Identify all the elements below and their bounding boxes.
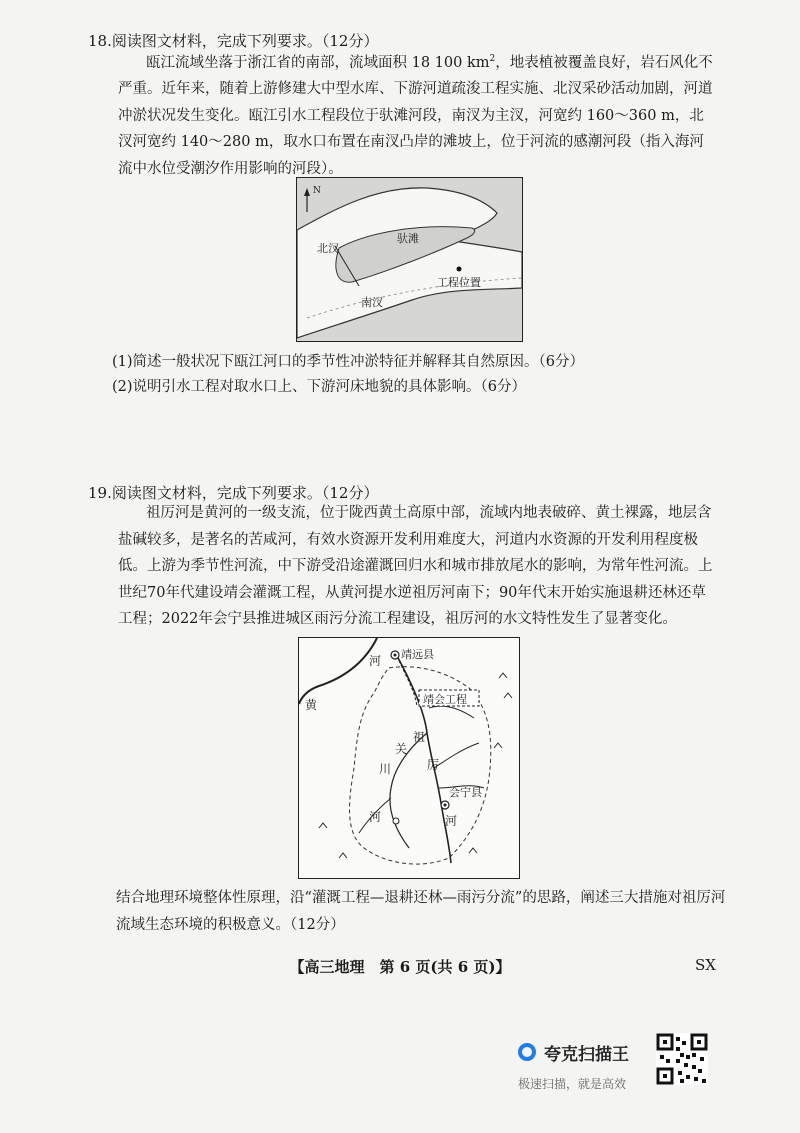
site-marker-icon [457, 267, 462, 272]
question-18-material [118, 46, 718, 182]
question-18-sub2: (2)说明引水工程对取水口上、下游河床地貌的具体影响。（6分） [112, 379, 527, 395]
question-19-material: 祖厉河是黄河的一级支流，位于陇西黄土高原中部，流域内地表破碎、黄土裸露，地层含盐碱较多，是著名的苦咸河，有效水资源开发利用难度大，河道内水资源的开发利用程度极低。上游为季节性河流，中下游受沿途灌溉回归水和城市排放尾水的影响，为常年性河流。上世纪70年代建设靖会灌溉工程，从黄河提水逆祖厉河南下；90年代末开始实施退耕还林还草工程；2022年会宁县推进城区雨污分流工程建设，祖厉河的水文特性发生了显著变化。 [118, 505, 713, 627]
river-he-label: 河 [369, 654, 382, 668]
jingyuan-label: 靖远县 [401, 648, 434, 661]
paper-code: SX [695, 956, 716, 974]
project-label: 靖会工程 [423, 693, 467, 706]
question-18-header: 18.阅读图文材料，完成下列要求。（12分） [88, 32, 379, 50]
qr-code-icon [656, 1033, 708, 1085]
site-label: 工程位置 [437, 276, 481, 289]
small-town-icon [393, 818, 399, 824]
material-text-b: ，地表植被覆盖良好，岩石风化不严重。近年来，随着上游修建大中型水库、下游河道疏浚工程实施、北汊采砂活动加剧，河道冲淤状况发生变化。瓯江引水工程段位于驮滩河段，南汊为主汊，河宽约 160～360 m，北汊河宽约 140～280 m，取水口布置在南汊凸岸的滩坡上，位于河流的感潮河段（指入海河流中水位受潮汐作用影响的河段）。 [118, 54, 713, 177]
irrigation-canal [397, 656, 417, 706]
oujiang-map [296, 177, 523, 342]
scanner-name: 夸克扫描王 [544, 1045, 629, 1065]
tributary-4 [429, 706, 474, 718]
zulihe-map [298, 637, 520, 879]
jingyuan-town-dot [394, 654, 397, 657]
li-label: 厉 [427, 758, 440, 772]
material-text-a: 瓯江流域坐落于浙江省的南部，流域面积 18 100 km [146, 54, 490, 71]
river-he3-label: 河 [445, 814, 458, 828]
north-label: N [313, 186, 321, 196]
zuli-river [397, 656, 451, 863]
oujiang-map-svg [297, 178, 522, 341]
zu-label: 祖 [413, 730, 426, 744]
mountain-icons [319, 673, 512, 858]
huining-label: 会宁县 [449, 786, 482, 799]
tributary-1 [434, 743, 479, 768]
scanner-logo-icon [518, 1043, 536, 1061]
river-huang-label: 黄 [305, 698, 318, 712]
chuan-label: 川 [379, 762, 392, 776]
guan-label: 关 [395, 742, 408, 756]
island-label: 驮滩 [397, 232, 419, 245]
scanner-watermark [518, 1040, 629, 1092]
page-footer: 【高三地理 第 6 页(共 6 页)】 [289, 958, 511, 976]
huining-town-dot [444, 804, 447, 807]
north-arm-label: 北汊 [317, 242, 339, 255]
scanner-slogan: 极速扫描，就是高效 [518, 1077, 627, 1091]
south-arm-label: 南汊 [361, 296, 383, 309]
question-19-prompt: 结合地理环境整体性原理，沿“灌溉工程—退耕还林—雨污分流”的思路，阐述三大措施对祖厉河流域生态环境的积极意义。（12分） [116, 890, 726, 933]
yellow-river [299, 638, 377, 704]
superscript-2: 2 [489, 54, 496, 64]
question-18-sub1: (1)简述一般状况下瓯江河口的季节性冲淤特征并解释其自然原因。（6分） [112, 354, 585, 370]
river-he2-label: 河 [369, 810, 382, 824]
question-19-header: 19.阅读图文材料，完成下列要求。（12分） [88, 484, 379, 502]
zulihe-map-svg [299, 638, 519, 878]
